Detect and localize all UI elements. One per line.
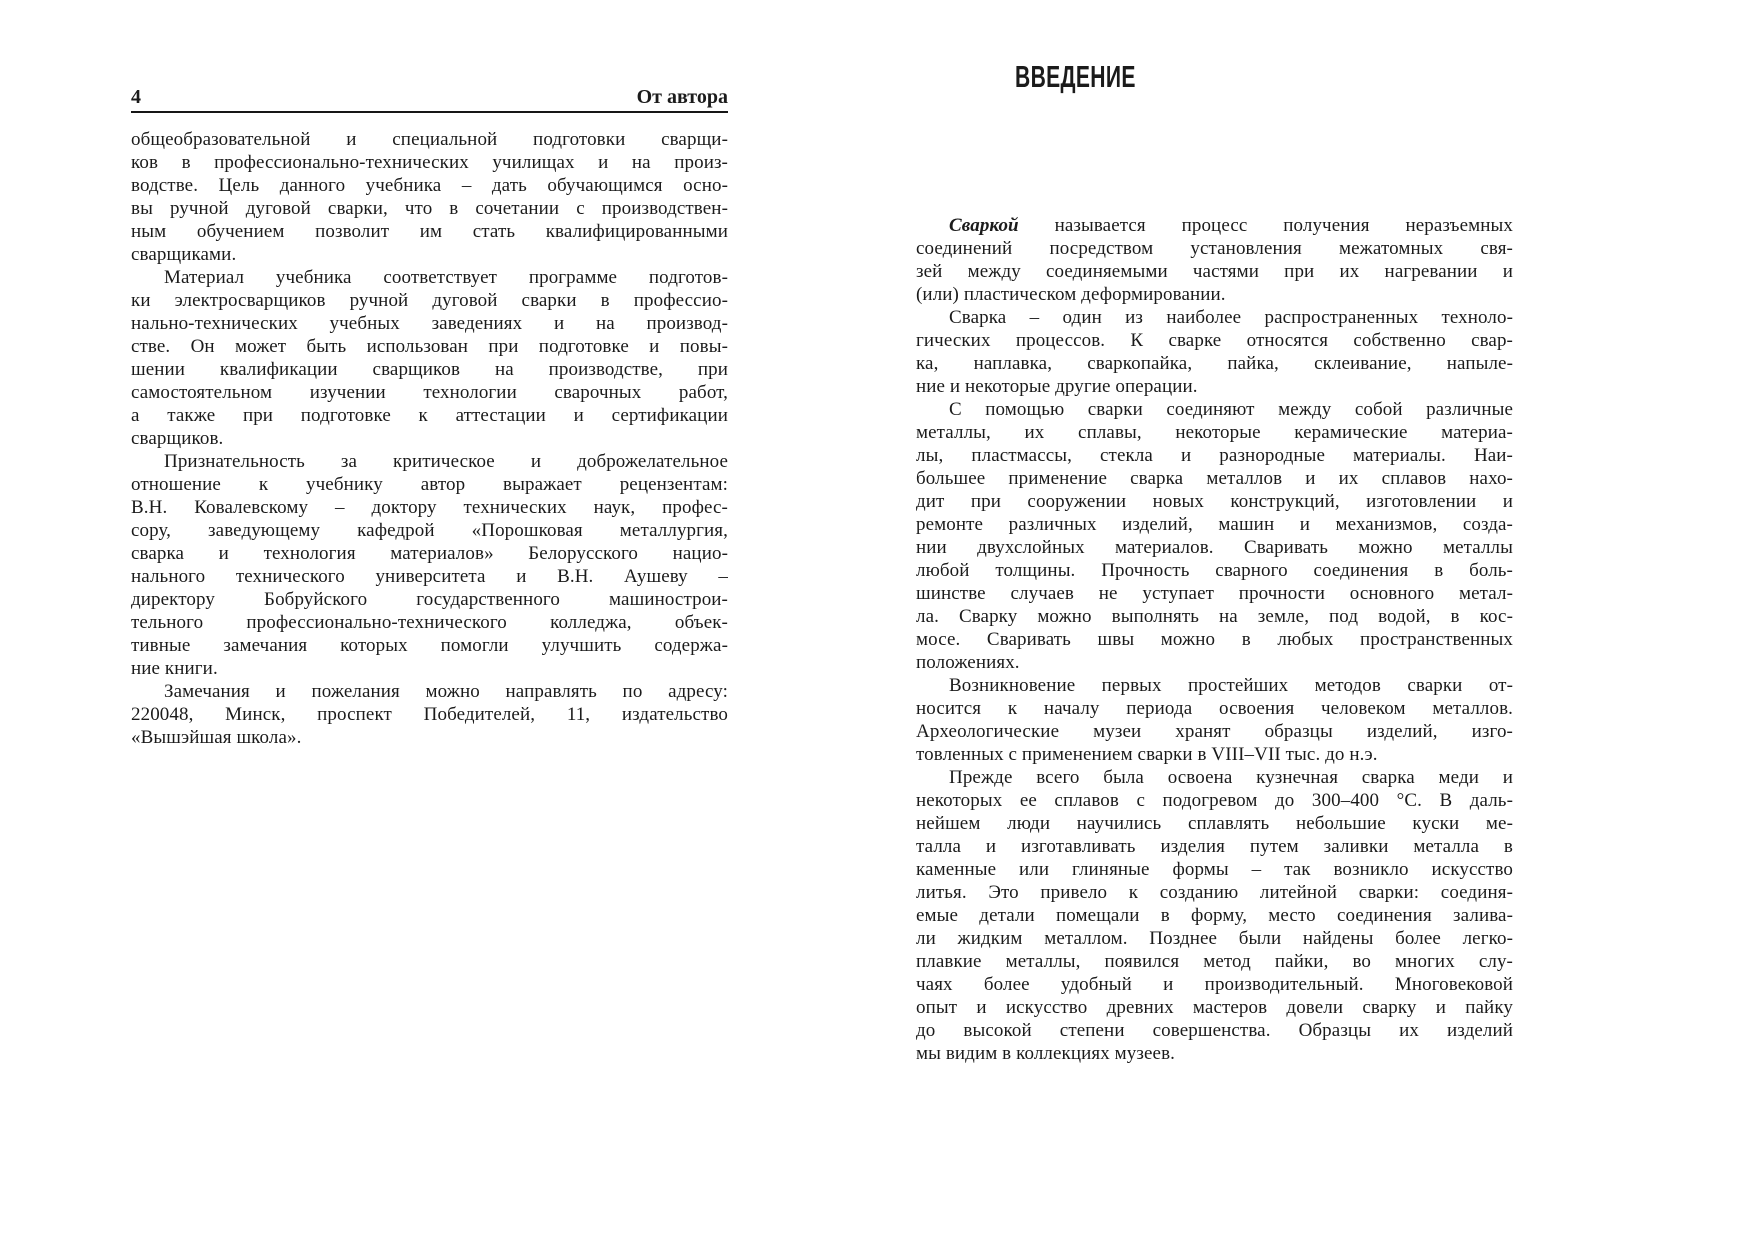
paragraph [916,674,1513,766]
left-page-body [131,128,728,749]
text-line: любой толщины. Прочность сварного соединения в боль- [916,560,1513,581]
paragraph [916,306,1513,398]
text-line: до высокой степени совершенства. Образцы их изделий [916,1020,1513,1041]
text-line: литья. Это привело к созданию литейной сварки: соединя- [916,882,1513,903]
text-line: стве. Он может быть использован при подготовке и повы- [131,336,728,357]
paragraph [131,450,728,680]
text-line: Возникновение первых простейших методов сварки от- [949,675,1513,696]
text-line: ков в профессионально-технических училищах и на произ- [131,152,728,173]
text-line: некоторых ее сплавов с подогревом до 300–400 °С. В даль- [916,790,1513,811]
text-line: зей между соединяемыми частями при их нагревании и [916,261,1513,282]
text-line: (или) пластическом деформировании. [916,284,1226,305]
text-line: носится к началу периода освоения человеком металлов. [916,698,1513,719]
text-line: сварка и технология материалов» Белорусского нацио- [131,543,728,564]
text-line: 220048, Минск, проспект Победителей, 11, издательство [131,704,728,725]
text-line: нейшем люди научились сплавлять небольшие куски ме- [916,813,1513,834]
lead-term: Сваркой [949,215,1019,236]
text-line: тельного профессионально-технического колледжа, объек- [131,612,728,633]
text-line: шинстве случаев не уступает прочности основного метал- [916,583,1513,604]
text-line: товленных с применением сварки в VIII–VII тыс. до н.э. [916,744,1378,765]
text-line: сварщиков. [131,428,224,449]
text-line: Сварка – один из наиболее распространенных техноло- [949,307,1513,328]
right-page-body [916,214,1513,1065]
text-line: лы, пластмассы, стекла и разнородные материалы. Наи- [916,445,1513,466]
text-line: Материал учебника соответствует программе подготов- [164,267,728,288]
text-line: гических процессов. К сварке относятся собственно свар- [916,330,1513,351]
text-line: «Вышэйшая школа». [131,727,302,748]
text-line: нально-технических учебных заведениях и на производ- [131,313,728,334]
text-line: плавкие металлы, появился метод пайки, во многих слу- [916,951,1513,972]
paragraph [916,214,1513,306]
text-line: талла и изготавливать изделия путем заливки металла в [916,836,1513,857]
paragraph [916,766,1513,1065]
text-line: положениях. [916,652,1020,673]
text-line: общеобразовательной и специальной подготовки сварщи- [131,129,728,150]
text-line: мосе. Сваривать швы можно в любых пространственных [916,629,1513,650]
text-line: Замечания и пожелания можно направлять по адресу: [164,681,728,702]
text-line: мы видим в коллекциях музеев. [916,1043,1175,1064]
text-line: ки электросварщиков ручной дуговой сварки в профессио- [131,290,728,311]
paragraph [131,128,728,266]
text-line: директору Бобруйского государственного машинострои- [131,589,728,610]
text-line: Сваркой называется процесс получения неразъемных [949,215,1513,236]
text-line: ла. Сварку можно выполнять на земле, под водой, в кос- [916,606,1513,627]
text-line: Археологические музеи хранят образцы изделий, изго- [916,721,1513,742]
text-line: опыт и искусство древних мастеров довели сварку и пайку [916,997,1513,1018]
text-line: большее применение сварка металлов и их сплавов нахо- [916,468,1513,489]
text-line: ка, наплавка, сваркопайка, пайка, склеивание, напыле- [916,353,1513,374]
text-line: самостоятельном изучении технологии сварочных работ, [131,382,728,403]
text-line: сору, заведующему кафедрой «Порошковая металлургия, [131,520,728,541]
chapter-title: ВВЕДЕНИЕ [1015,59,1136,94]
text-line: нального технического университета и В.Н. Аушеву – [131,566,728,587]
text-line: В.Н. Ковалевскому – доктору технических наук, профес- [131,497,728,518]
text-line: соединений посредством установления межатомных свя- [916,238,1513,259]
running-header [131,86,728,113]
text-line: ли жидким металлом. Позднее были найдены более легко- [916,928,1513,949]
text-line: С помощью сварки соединяют между собой различные [949,399,1513,420]
text-line: тивные замечания которых помогли улучшить содержа- [131,635,728,656]
left-page [131,86,728,749]
text-line: ным обучением позволит им стать квалифицированными [131,221,728,242]
text-line: Признательность за критическое и доброжелательное [164,451,728,472]
text-line: отношение к учебнику автор выражает рецензентам: [131,474,728,495]
text-line: ние книги. [131,658,218,679]
text-line: Прежде всего была освоена кузнечная сварка меди и [949,767,1513,788]
text-line: вы ручной дуговой сварки, что в сочетании с производствен- [131,198,728,219]
right-page [916,59,1513,1065]
text-line: металлы, их сплавы, некоторые керамические материа- [916,422,1513,443]
text-line: шении квалификации сварщиков на производстве, при [131,359,728,380]
paragraph [131,266,728,450]
running-head-title: От автора [636,86,728,108]
text-line: каменные или глиняные формы – так возникло искусство [916,859,1513,880]
text-line: а также при подготовке к аттестации и сертификации [131,405,728,426]
text-line: дит при сооружении новых конструкций, изготовлении и [916,491,1513,512]
page-number: 4 [131,86,141,108]
text-line: емые детали помещали в форму, место соединения залива- [916,905,1513,926]
text-line: сварщиками. [131,244,237,265]
text-line: ние и некоторые другие операции. [916,376,1198,397]
text-line: ремонте различных изделий, машин и механизмов, созда- [916,514,1513,535]
paragraph [131,680,728,749]
text-line: водстве. Цель данного учебника – дать обучающимся осно- [131,175,728,196]
text-line: нии двухслойных материалов. Сваривать можно металлы [916,537,1513,558]
text-line: чаях более удобный и производительный. Многовековой [916,974,1513,995]
paragraph [916,398,1513,674]
